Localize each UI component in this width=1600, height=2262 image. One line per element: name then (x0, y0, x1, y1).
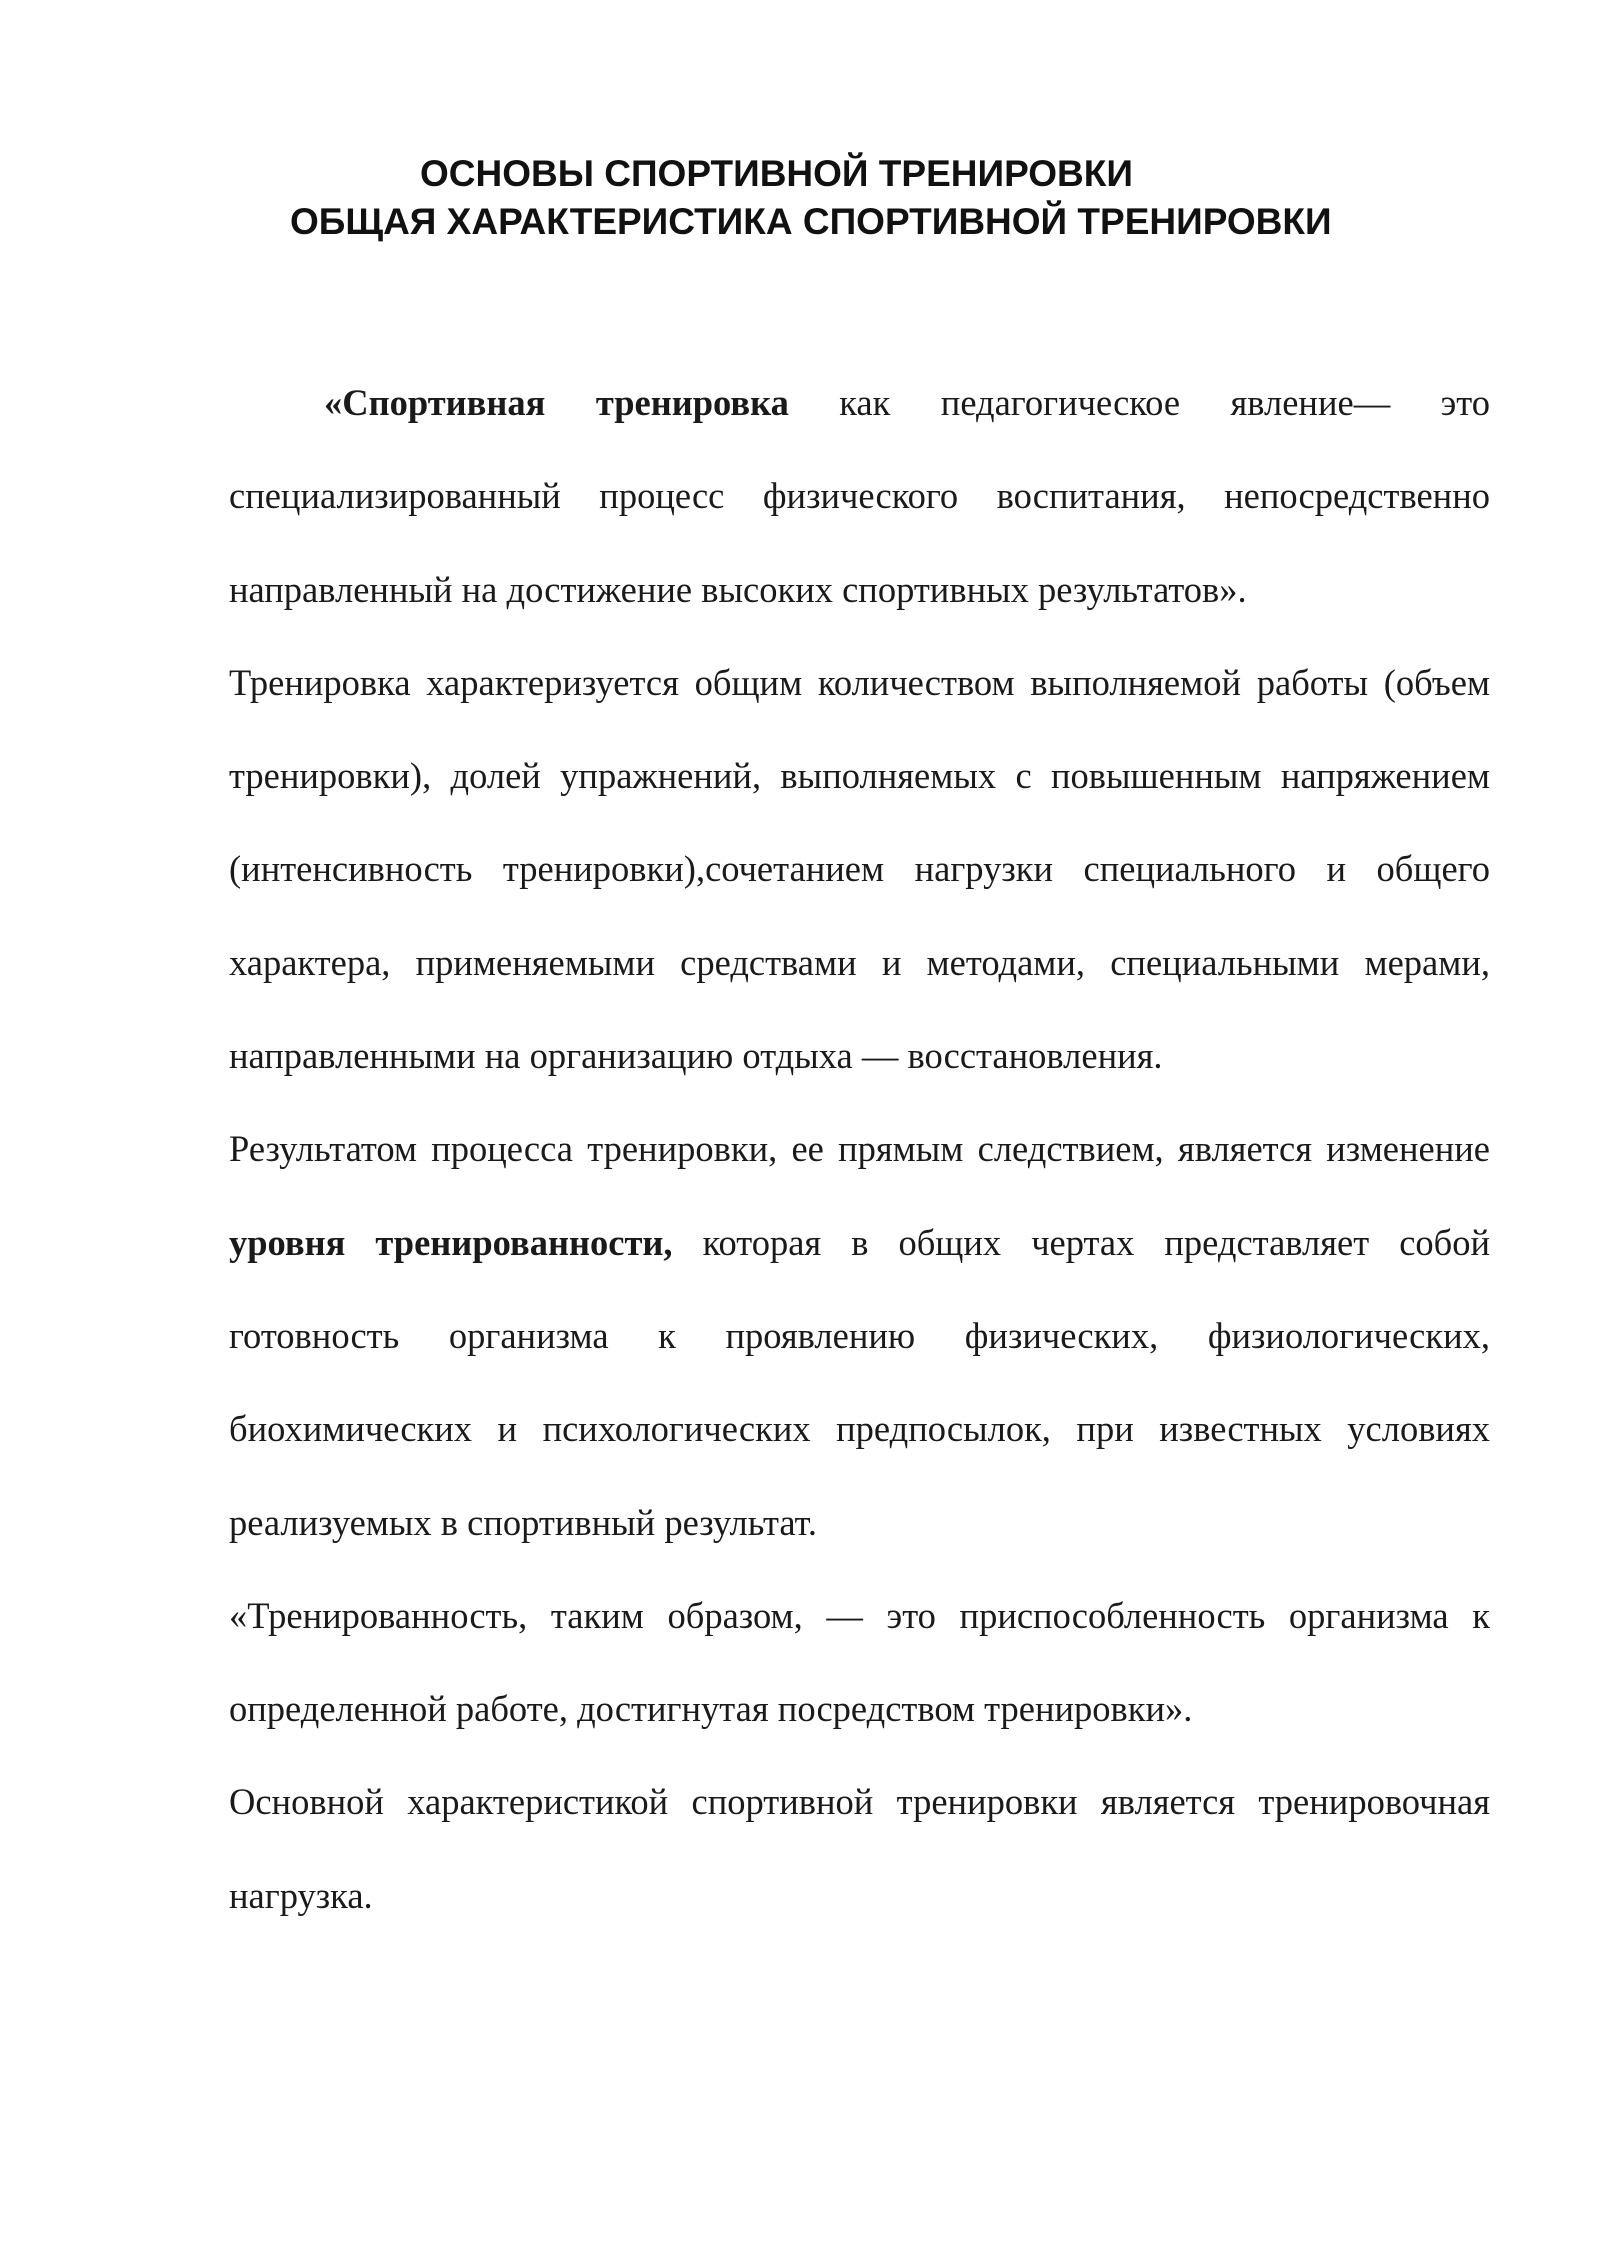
paragraph-training-load-text: Основной характеристикой спортивной тренировки является тренировочная нагрузка. (229, 1781, 1490, 1916)
paragraph-training-result-before: Результатом процесса тренировки, ее прямым следствием, является изменение (229, 1128, 1490, 1170)
document-heading (230, 150, 1490, 246)
document-body (229, 356, 1490, 1942)
paragraph-training-result (229, 1102, 1490, 1568)
heading-line-1: ОСНОВЫ СПОРТИВНОЙ ТРЕНИРОВКИ (420, 153, 1133, 194)
paragraph-definition (229, 356, 1490, 636)
paragraph-training-characteristics-text: Тренировка характеризуется общим количеством выполняемой работы (объем тренировки), долей упражнений, выполняемых с повышенным напряжением (интенсивность тренировки),сочетанием нагрузки специального и общего характера, применяемыми средствами и методами, специальными мерами, направленными на организацию отдыха — восстановления. (229, 661, 1490, 1077)
bold-term-fitness-level: уровня тренированности, (229, 1221, 673, 1263)
paragraph-fitness-definition (229, 1569, 1490, 1756)
paragraph-fitness-definition-text: «Тренированность, таким образом, — это приспособленность организма к определенной работе, достигнутая посредством тренировки». (229, 1594, 1490, 1730)
paragraph-training-characteristics (229, 636, 1490, 1102)
bold-term-sport-training: «Спортивная тренировка (324, 382, 789, 423)
paragraph-training-load (229, 1755, 1490, 1942)
paragraph-definition-text: как педагогическое явление— это специализированный процесс физического воспитания, непосредственно направленный на достижение высоких спортивных результатов». (229, 382, 1490, 610)
paragraph-training-result-after: которая в общих чертах представляет собой готовность организма к проявлению физических, физиологических, биохимических и психологических предпосылок, при известных условиях реализуемых в спортивный результат. (229, 1221, 1491, 1543)
heading-line-2: ОБЩАЯ ХАРАКТЕРИСТИКА СПОРТИВНОЙ ТРЕНИРОВКИ (290, 201, 1332, 242)
